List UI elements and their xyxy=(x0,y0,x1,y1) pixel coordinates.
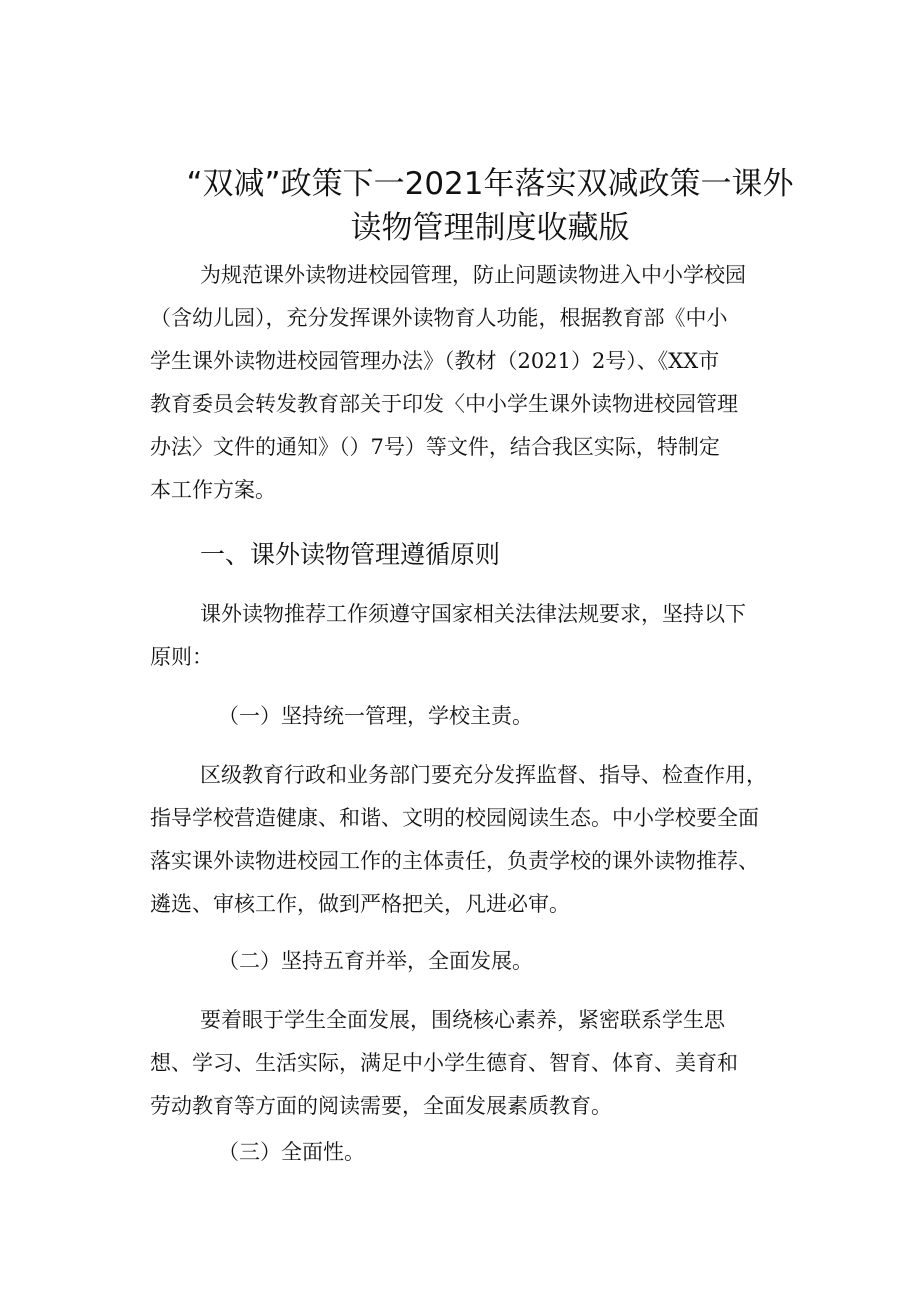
intro-line: （含幼儿园），充分发挥课外读物育人功能，根据教育部《中小 xyxy=(150,306,728,330)
document-title-line-2: 读物管理制度收藏版 xyxy=(350,210,630,246)
section-1-intro-line: 课外读物推荐工作须遵守国家相关法律法规要求，坚持以下 xyxy=(200,602,746,626)
document-title-line-1: “双减”政策下一2021年落实双减政策一课外 xyxy=(186,166,794,202)
item-1-body-line: 落实课外读物进校园工作的主体责任，负责学校的课外读物推荐、 xyxy=(150,849,759,873)
intro-line: 学生课外读物进校园管理办法》（教材（2021）2号）、《XX市 xyxy=(150,349,720,373)
intro-line: 本工作方案。 xyxy=(150,478,276,502)
section-1-heading: 一、课外读物管理遵循原则 xyxy=(200,540,501,569)
intro-line: 为规范课外读物进校园管理，防止问题读物进入中小学校园 xyxy=(200,263,746,287)
item-2-body-line: 要着眼于学生全面发展，围绕核心素养，紧密联系学生思 xyxy=(200,1008,725,1032)
section-1-intro-line: 原则： xyxy=(150,645,213,669)
item-2-body-line: 想、学习、生活实际，满足中小学生德育、智育、体育、美育和 xyxy=(150,1051,738,1075)
item-2-body-line: 劳动教育等方面的阅读需要，全面发展素质教育。 xyxy=(150,1094,612,1118)
intro-line: 教育委员会转发教育部关于印发〈中小学生课外读物进校园管理 xyxy=(150,392,738,416)
item-1-heading: （一）坚持统一管理，学校主责。 xyxy=(218,704,533,728)
item-1-body-line: 遴选、审核工作，做到严格把关，凡进必审。 xyxy=(150,892,570,916)
item-1-body-line: 区级教育行政和业务部门要充分发挥监督、指导、检查作用， xyxy=(200,763,767,787)
item-3-heading: （三）全面性。 xyxy=(218,1140,365,1164)
item-1-body-line: 指导学校营造健康、和谐、文明的校园阅读生态。中小学校要全面 xyxy=(150,806,759,830)
intro-line: 办法〉文件的通知》（）7号）等文件，结合我区实际，特制定 xyxy=(150,435,720,459)
item-2-heading: （二）坚持五育并举，全面发展。 xyxy=(218,949,533,973)
